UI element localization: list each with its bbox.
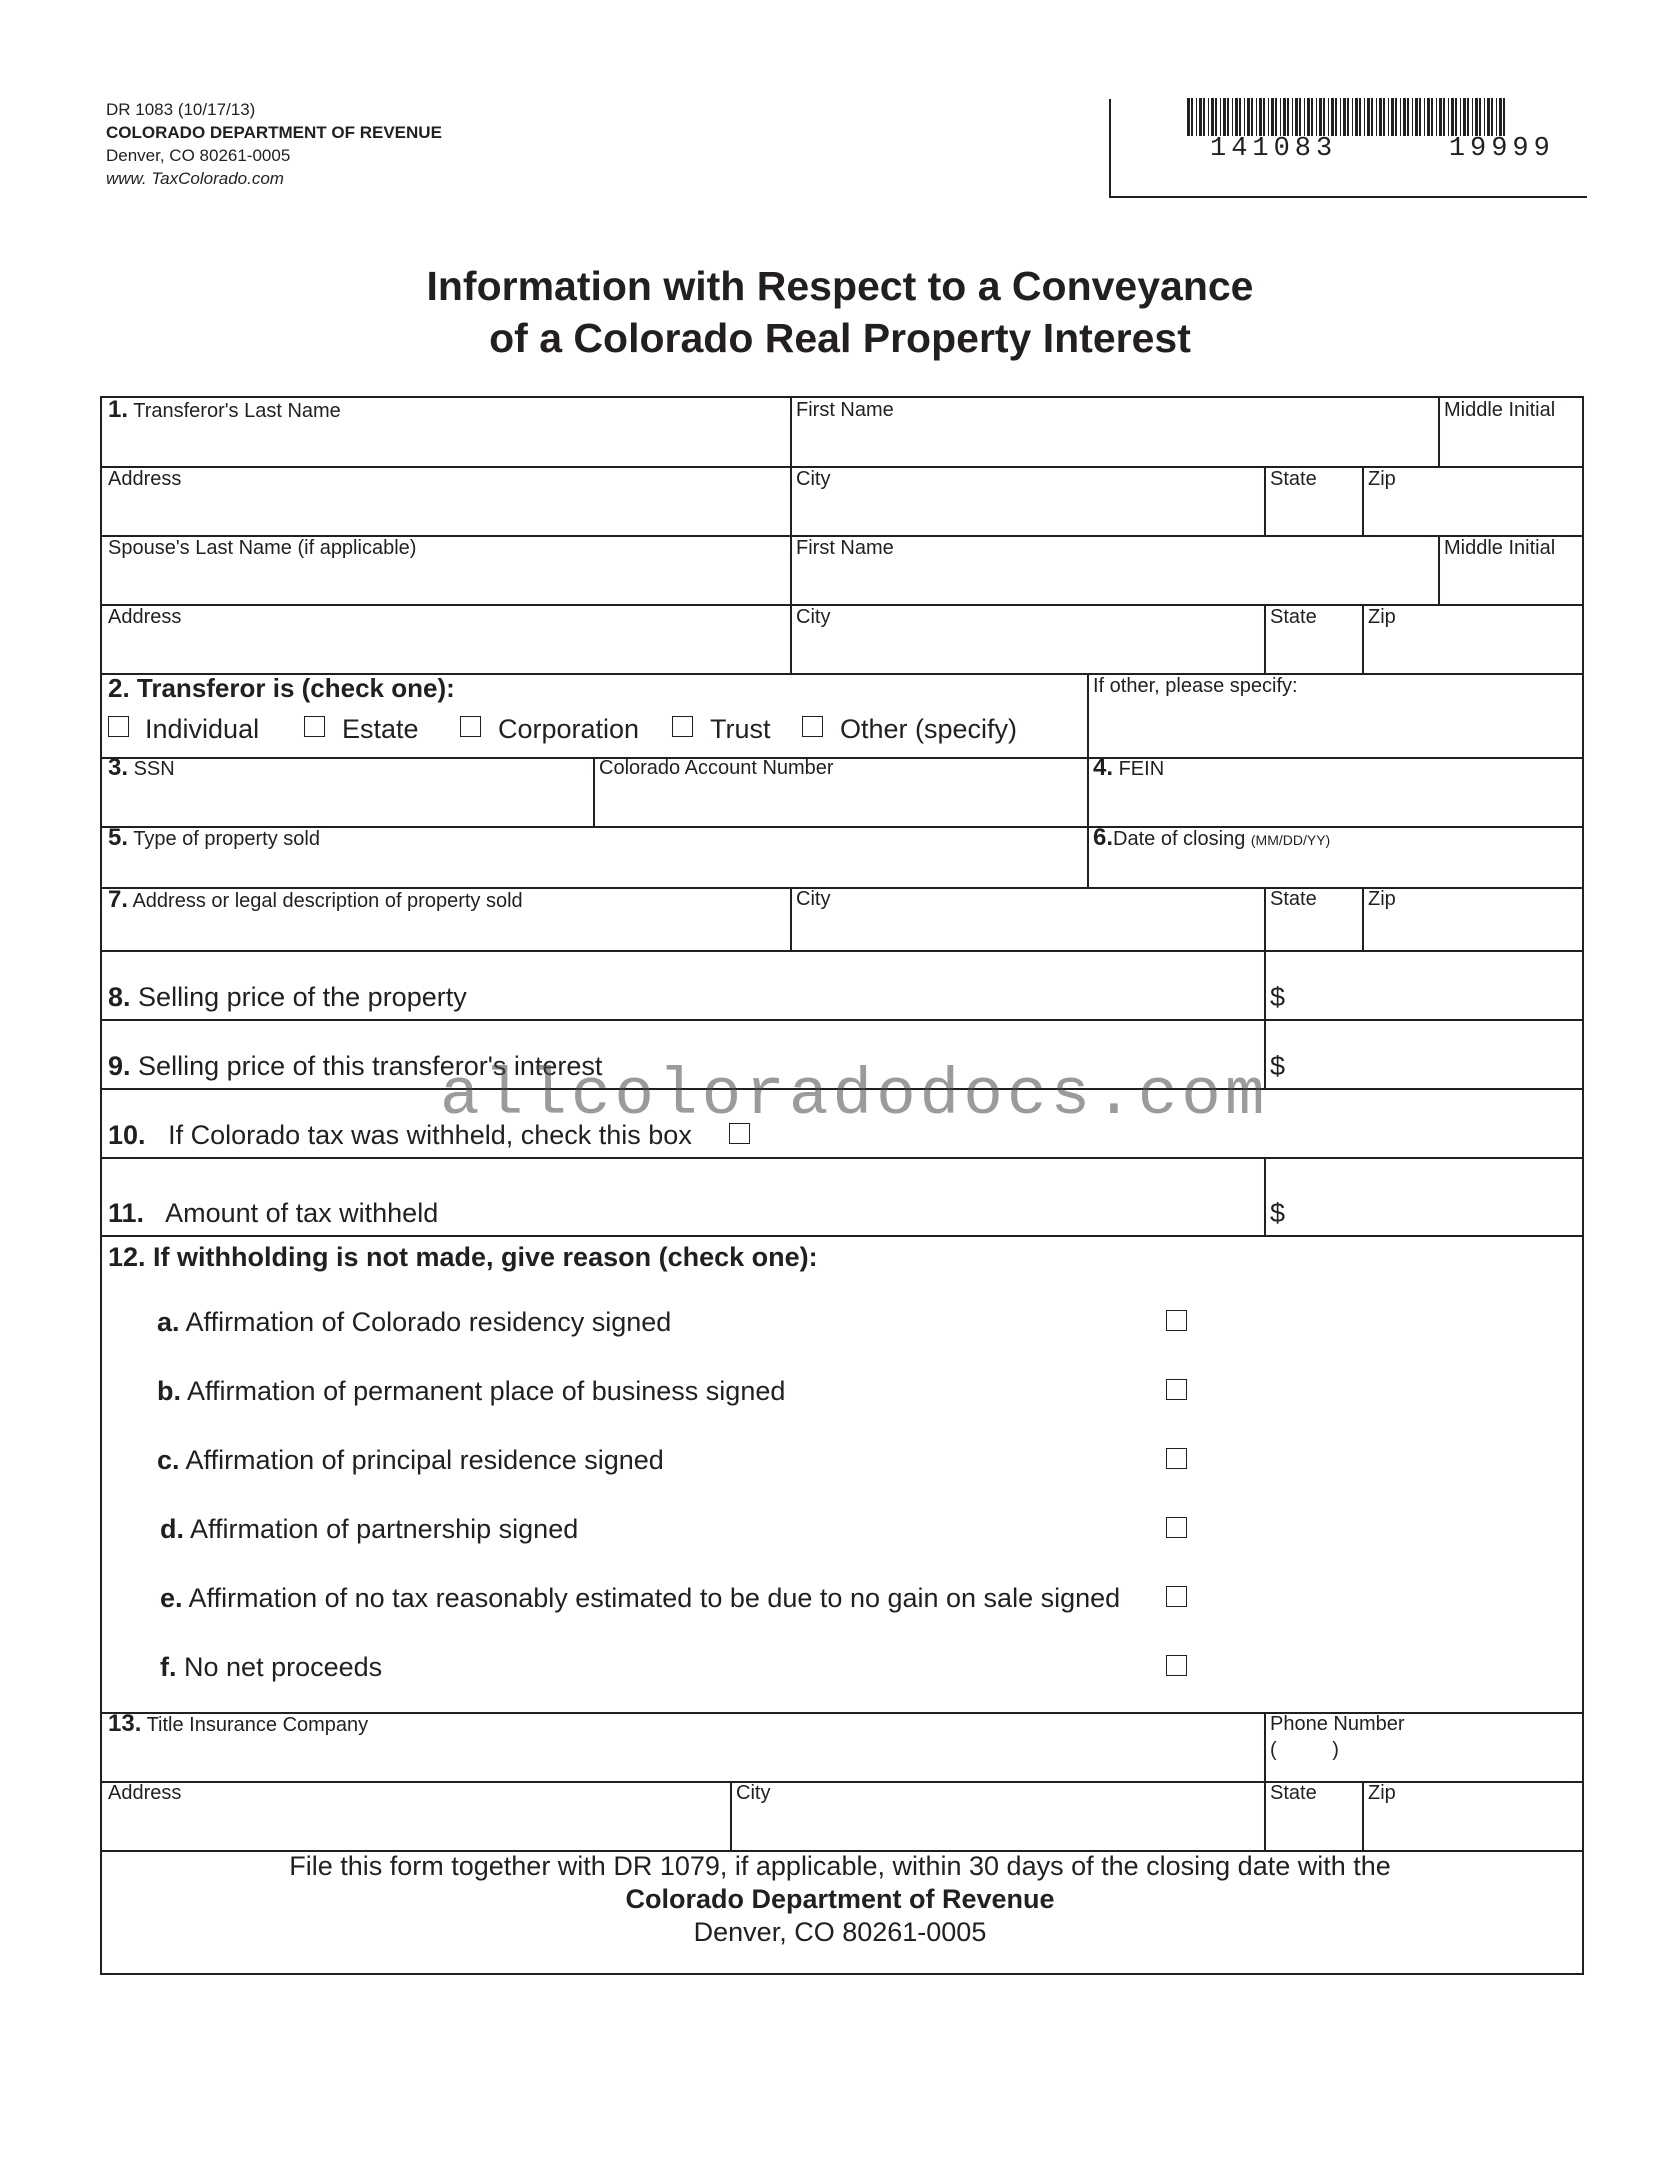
spouse-first-name-label: First Name [796,537,894,559]
type-property-label: 5. Type of property sold [108,824,320,851]
row-divider [102,950,1582,952]
other-checkbox[interactable] [802,716,823,737]
column-divider [1438,535,1440,604]
reason-d-label: d. Affirmation of partnership signed [160,1514,579,1544]
corporation-label: Corporation [498,714,640,744]
first-name-label: First Name [796,399,894,421]
column-divider [1362,887,1364,950]
selling-price-interest-label: 9. Selling price of this transferor's interest [108,1051,603,1081]
selling-price-dollar: $ [1270,982,1286,1012]
barcode-icon [1187,98,1509,136]
form-header [106,98,442,190]
column-divider [730,1781,732,1850]
title-company-city-label: City [736,1782,771,1804]
ssn-label: 3. SSN [108,754,175,781]
state-label: State [1270,468,1317,490]
selling-price-label: 8. Selling price of the property [108,982,467,1012]
spouse-address-label: Address [108,606,182,628]
reason-d-checkbox[interactable] [1166,1517,1187,1538]
transferor-last-name-label: 1. Transferor's Last Name [108,396,341,423]
footer-instructions: File this form together with DR 1079, if applicable, within 30 days of the closing date with the [289,1851,1391,1881]
row-divider [102,1019,1582,1021]
column-divider [1362,466,1364,535]
department-website: www. TaxColorado.com [106,169,284,188]
trust-checkbox[interactable] [672,716,693,737]
reason-e-checkbox[interactable] [1166,1586,1187,1607]
property-state-label: State [1270,888,1317,910]
reason-f-label: f. No net proceeds [160,1652,383,1682]
column-divider [1087,673,1089,887]
barcode-number: 141083 19999 [1210,134,1555,164]
spouse-middle-initial-label: Middle Initial [1444,537,1556,559]
spouse-zip-label: Zip [1368,606,1396,628]
reason-b-checkbox[interactable] [1166,1379,1187,1400]
column-divider [1264,604,1266,673]
transferor-type-title: 2. Transferor is (check one): [108,673,455,703]
tax-withheld-label: 10. If Colorado tax was withheld, check this box [108,1120,692,1150]
page-title [0,260,1680,364]
phone-area-code: ( ) [1270,1739,1339,1761]
reason-a-label: a. Affirmation of Colorado residency signed [157,1307,672,1337]
other-label: Other (specify) [840,714,1018,744]
address-label: Address [108,468,182,490]
corporation-checkbox[interactable] [460,716,481,737]
department-city: Denver, CO 80261-0005 [106,146,291,165]
reason-c-checkbox[interactable] [1166,1448,1187,1469]
column-divider [1264,887,1266,950]
reason-b-label: b. Affirmation of permanent place of business signed [157,1376,786,1406]
row-divider [102,604,1582,606]
column-divider [1362,1781,1364,1850]
trust-label: Trust [710,714,771,744]
city-label: City [796,468,831,490]
middle-initial-label: Middle Initial [1444,399,1556,421]
if-other-label: If other, please specify: [1093,675,1298,697]
property-zip-label: Zip [1368,888,1396,910]
row-divider [102,826,1582,828]
row-divider [102,1157,1582,1159]
title-company-label: 13. Title Insurance Company [108,1710,369,1737]
column-divider [1264,1712,1266,1850]
colorado-account-label: Colorado Account Number [599,757,834,779]
column-divider [593,757,595,826]
row-divider [102,466,1582,468]
column-divider [1264,1157,1266,1235]
watermark-text: allcoloradodocs.com [440,1058,1269,1133]
title-company-state-label: State [1270,1782,1317,1804]
reason-c-label: c. Affirmation of principal residence signed [157,1445,664,1475]
title-company-zip-label: Zip [1368,1782,1396,1804]
estate-label: Estate [342,714,419,744]
form-id: DR 1083 (10/17/13) [106,100,256,119]
title-line-1: Information with Respect to a Conveyance [426,263,1254,309]
footer-department: Colorado Department of Revenue [625,1884,1055,1914]
selling-price-interest-dollar: $ [1270,1051,1286,1081]
row-divider [102,1235,1582,1237]
date-closing-label: 6.Date of closing (MM/DD/YY) [1093,824,1331,851]
reason-f-checkbox[interactable] [1166,1655,1187,1676]
column-divider [790,887,792,950]
column-divider [790,398,792,673]
spouse-state-label: State [1270,606,1317,628]
phone-number-label: Phone Number [1270,1713,1405,1735]
amount-withheld-dollar: $ [1270,1198,1286,1228]
row-divider [102,757,1582,759]
spouse-city-label: City [796,606,831,628]
fein-label: 4. FEIN [1093,754,1165,781]
row-divider [102,1781,1582,1783]
estate-checkbox[interactable] [304,716,325,737]
property-city-label: City [796,888,831,910]
zip-label: Zip [1368,468,1396,490]
title-company-address-label: Address [108,1782,182,1804]
amount-withheld-label: 11. Amount of tax withheld [108,1198,439,1228]
reason-e-label: e. Affirmation of no tax reasonably estimated to be due to no gain on sale signed [160,1583,1121,1613]
footer-address: Denver, CO 80261-0005 [693,1917,987,1947]
property-address-label: 7. Address or legal description of property sold [108,886,523,913]
individual-label: Individual [145,714,260,744]
column-divider [1438,398,1440,466]
conveyance-form [100,396,1584,1975]
individual-checkbox[interactable] [108,716,129,737]
column-divider [1362,604,1364,673]
title-line-2: of a Colorado Real Property Interest [489,315,1191,361]
spouse-last-name-label: Spouse's Last Name (if applicable) [108,537,417,559]
department-name: COLORADO DEPARTMENT OF REVENUE [106,123,442,142]
column-divider [1264,466,1266,535]
reason-a-checkbox[interactable] [1166,1310,1187,1331]
withholding-reason-title: 12. If withholding is not made, give reason (check one): [108,1242,818,1272]
